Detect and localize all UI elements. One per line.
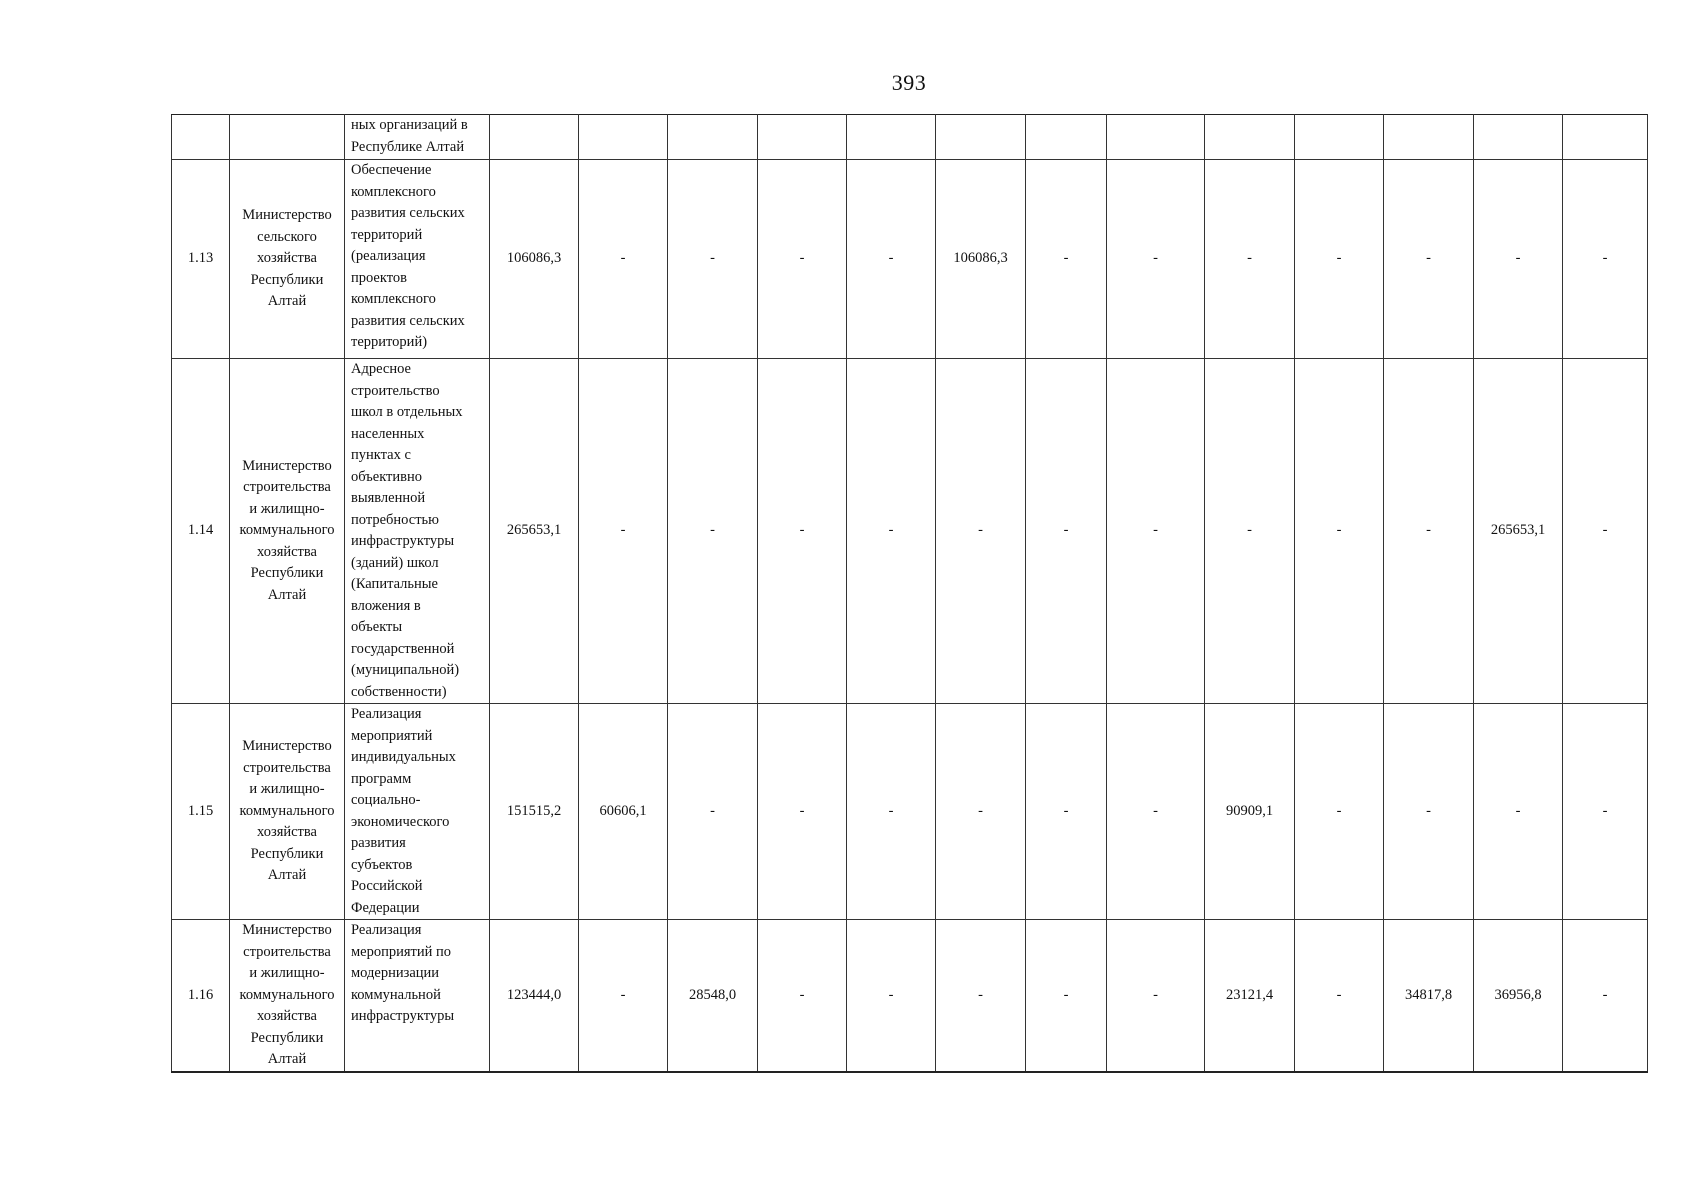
value-cell: 106086,3 xyxy=(490,160,579,359)
value-cell xyxy=(490,115,579,160)
agency-line: Министерство xyxy=(242,738,332,755)
description-line: мероприятий по xyxy=(351,943,452,960)
value-cell: - xyxy=(1384,160,1474,359)
description-line: Реализация xyxy=(351,706,422,722)
agency-line: Алтай xyxy=(267,586,307,603)
table-row xyxy=(172,115,1648,160)
value-cell: - xyxy=(1026,704,1107,920)
description-line: ных организаций в xyxy=(351,117,468,133)
value-cell: - xyxy=(847,920,936,1072)
value-cell: - xyxy=(847,704,936,920)
table-row xyxy=(172,359,1648,704)
agency-line: Республики xyxy=(250,845,324,862)
value-cell: - xyxy=(668,160,758,359)
agency-line: Министерство xyxy=(242,922,332,938)
agency-line: строительства xyxy=(243,759,331,776)
value-cell: 34817,8 xyxy=(1384,920,1474,1072)
description-line: собственности) xyxy=(351,683,447,700)
value-cell xyxy=(1107,115,1205,160)
agency-line: Республики xyxy=(250,565,324,582)
agency-line: коммунального xyxy=(239,986,335,1003)
description-line: (Капитальные xyxy=(351,576,438,592)
description-line: Российской xyxy=(351,878,423,894)
value-cell: - xyxy=(668,359,758,704)
value-cell: - xyxy=(668,704,758,920)
description-line: выявленной xyxy=(351,490,426,506)
row-number-cell: 1.16 xyxy=(172,920,230,1072)
value-cell: - xyxy=(758,160,847,359)
row-number-cell: 1.14 xyxy=(172,359,230,704)
description-line: индивидуальных xyxy=(351,749,456,765)
description-line: развития xyxy=(351,835,406,851)
description-cell xyxy=(345,920,490,1072)
description-line: пунктах с xyxy=(351,447,411,463)
value-cell: - xyxy=(1107,704,1205,920)
value-cell xyxy=(1384,115,1474,160)
agency-line: и жилищно- xyxy=(249,781,325,798)
value-cell xyxy=(1563,115,1648,160)
agency-line: хозяйства xyxy=(257,250,317,267)
description-line: строительство xyxy=(351,382,440,399)
row-number-cell xyxy=(172,115,230,160)
description-line: объективно xyxy=(351,468,423,485)
description-cell xyxy=(345,704,490,920)
agency-line: Алтай xyxy=(267,293,307,310)
agency-cell xyxy=(230,115,345,160)
value-cell: - xyxy=(1295,920,1384,1072)
value-cell: - xyxy=(1295,160,1384,359)
description-cell xyxy=(345,160,490,359)
description-line: инфраструктуры xyxy=(351,533,455,549)
description-line: Обеспечение xyxy=(351,162,432,178)
description-line: (зданий) школ xyxy=(351,554,439,571)
description-line: социально- xyxy=(351,792,421,808)
agency-line: Министерство xyxy=(242,457,332,474)
value-cell xyxy=(1295,115,1384,160)
value-cell: - xyxy=(579,359,668,704)
description-line: коммунальной xyxy=(351,986,441,1003)
description-line: программ xyxy=(351,770,412,787)
value-cell: - xyxy=(758,359,847,704)
description-line: Реализация xyxy=(351,922,422,938)
value-cell: - xyxy=(758,920,847,1072)
description-line: мероприятий xyxy=(351,727,433,744)
value-cell: - xyxy=(847,160,936,359)
value-cell: - xyxy=(1563,920,1648,1072)
description-line: школ в отдельных xyxy=(351,404,463,420)
description-line: территорий) xyxy=(351,334,428,350)
table-row xyxy=(172,160,1648,359)
value-cell: - xyxy=(1563,704,1648,920)
value-cell: 36956,8 xyxy=(1474,920,1563,1072)
value-cell xyxy=(936,115,1026,160)
value-cell: - xyxy=(579,160,668,359)
value-cell: 265653,1 xyxy=(1474,359,1563,704)
description-line: (муниципальной) xyxy=(351,662,460,678)
value-cell: - xyxy=(1384,359,1474,704)
value-cell: - xyxy=(936,359,1026,704)
agency-line: Алтай xyxy=(267,867,307,884)
description-cell xyxy=(345,359,490,704)
value-cell: - xyxy=(1107,920,1205,1072)
agency-line: строительства xyxy=(243,479,331,496)
description-line: комплексного xyxy=(351,291,436,307)
agency-line: Министерство xyxy=(242,207,332,224)
value-cell: - xyxy=(1205,160,1295,359)
agency-cell xyxy=(230,920,345,1072)
description-line: развития сельских xyxy=(351,205,465,221)
value-cell: - xyxy=(579,920,668,1072)
table-row xyxy=(172,704,1648,920)
description-line: (реализация xyxy=(351,248,426,264)
value-cell xyxy=(1026,115,1107,160)
agency-line: коммунального xyxy=(239,522,335,539)
agency-cell xyxy=(230,704,345,920)
budget-table xyxy=(171,114,1648,1073)
value-cell xyxy=(758,115,847,160)
value-cell: 123444,0 xyxy=(490,920,579,1072)
description-line: вложения в xyxy=(351,597,421,614)
value-cell xyxy=(579,115,668,160)
value-cell: 106086,3 xyxy=(936,160,1026,359)
agency-line: строительства xyxy=(243,943,331,960)
value-cell: - xyxy=(758,704,847,920)
value-cell: - xyxy=(936,920,1026,1072)
agency-line: сельского xyxy=(257,228,317,245)
value-cell xyxy=(1205,115,1295,160)
description-line: комплексного xyxy=(351,183,436,200)
description-line: населенных xyxy=(351,425,425,442)
value-cell: - xyxy=(1026,359,1107,704)
value-cell: - xyxy=(936,704,1026,920)
description-line: развития сельских xyxy=(351,312,465,329)
value-cell: - xyxy=(1205,359,1295,704)
agency-line: и жилищно- xyxy=(249,500,325,517)
description-line: территорий xyxy=(351,226,423,243)
value-cell: 90909,1 xyxy=(1205,704,1295,920)
page-number: 393 xyxy=(891,70,927,95)
value-cell: 265653,1 xyxy=(490,359,579,704)
agency-line: хозяйства xyxy=(257,824,317,841)
value-cell: - xyxy=(847,359,936,704)
description-line: проектов xyxy=(351,269,407,286)
value-cell: - xyxy=(1026,160,1107,359)
value-cell: - xyxy=(1563,359,1648,704)
value-cell: - xyxy=(1563,160,1648,359)
table-row xyxy=(172,920,1648,1072)
value-cell: 151515,2 xyxy=(490,704,579,920)
value-cell xyxy=(1474,115,1563,160)
value-cell: - xyxy=(1295,359,1384,704)
value-cell xyxy=(847,115,936,160)
value-cell: - xyxy=(1474,160,1563,359)
description-line: Адресное xyxy=(351,361,411,377)
row-number-cell: 1.15 xyxy=(172,704,230,920)
description-line: Республике Алтай xyxy=(351,138,465,155)
agency-line: и жилищно- xyxy=(249,965,325,981)
description-line: потребностью xyxy=(351,511,439,528)
value-cell: 28548,0 xyxy=(668,920,758,1072)
agency-line: хозяйства xyxy=(257,1008,317,1024)
description-line: модернизации xyxy=(351,965,440,981)
value-cell: 60606,1 xyxy=(579,704,668,920)
description-line: Федерации xyxy=(351,899,420,916)
description-line: инфраструктуры xyxy=(351,1008,455,1024)
value-cell xyxy=(668,115,758,160)
agency-cell xyxy=(230,160,345,359)
description-line: объекты xyxy=(351,619,403,635)
value-cell: - xyxy=(1026,920,1107,1072)
agency-line: Республики xyxy=(250,1029,324,1046)
value-cell: - xyxy=(1474,704,1563,920)
row-number-cell: 1.13 xyxy=(172,160,230,359)
description-line: экономического xyxy=(351,813,450,830)
value-cell: - xyxy=(1107,359,1205,704)
value-cell: - xyxy=(1295,704,1384,920)
value-cell: 23121,4 xyxy=(1205,920,1295,1072)
description-cell xyxy=(345,115,490,160)
value-cell: - xyxy=(1107,160,1205,359)
agency-cell xyxy=(230,359,345,704)
description-line: государственной xyxy=(351,640,455,657)
agency-line: Алтай xyxy=(267,1051,307,1067)
agency-line: Республики xyxy=(250,271,324,288)
agency-line: хозяйства xyxy=(257,543,317,560)
value-cell: - xyxy=(1384,704,1474,920)
description-line: субъектов xyxy=(351,856,413,873)
agency-line: коммунального xyxy=(239,802,335,819)
